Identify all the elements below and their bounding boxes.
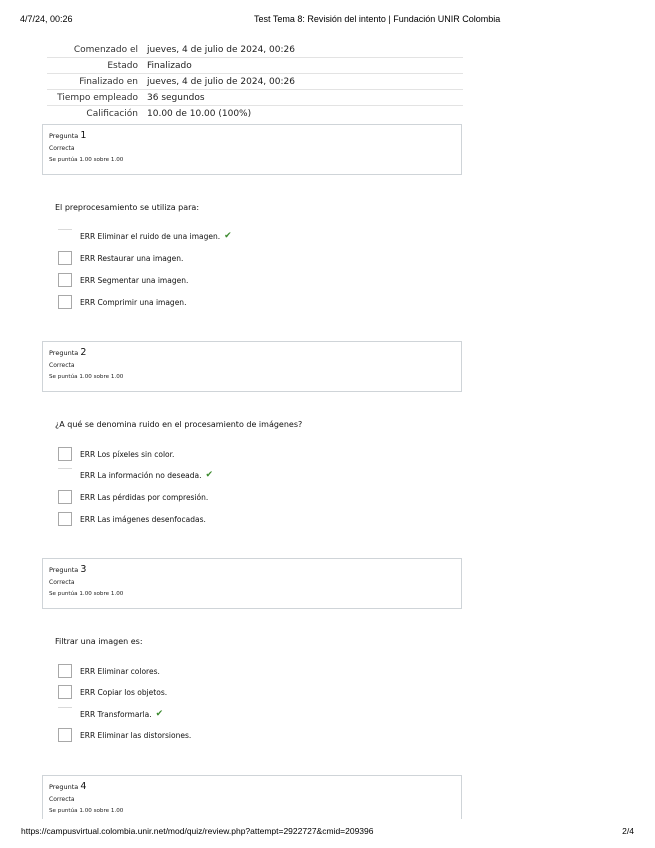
question-text-2: ¿A qué se denomina ruido en el procesamiento de imágenes? (55, 420, 303, 429)
question-number: Pregunta 4 (49, 781, 87, 792)
answer-checkbox[interactable] (58, 707, 72, 721)
answer-checkbox[interactable] (58, 490, 72, 504)
answer-label: ERR Eliminar las distorsiones. (80, 730, 192, 740)
summary-label: Calificación (86, 108, 138, 119)
check-icon: ✔ (224, 231, 232, 241)
print-url: https://campusvirtual.colombia.unir.net/mod/quiz/review.php?attempt=2922727&cmid=209396 (21, 826, 374, 836)
summary-row-time (47, 90, 463, 106)
answer-option[interactable] (58, 228, 232, 244)
answer-label: ERR Los píxeles sin color. (80, 449, 175, 459)
summary-value: jueves, 4 de julio de 2024, 00:26 (147, 44, 295, 55)
answer-label: ERR Las pérdidas por compresión. (80, 492, 209, 502)
question-state: Correcta (49, 362, 75, 369)
summary-label: Finalizado en (79, 76, 138, 87)
summary-row-finished (47, 74, 463, 90)
answer-checkbox[interactable] (58, 229, 72, 243)
summary-label: Comenzado el (73, 44, 138, 55)
question-info-1 (42, 124, 462, 175)
question-grade: Se puntúa 1.00 sobre 1.00 (49, 374, 124, 380)
summary-label: Estado (107, 60, 138, 71)
answer-label: ERR Eliminar el ruido de una imagen. (80, 231, 221, 241)
answer-checkbox[interactable] (58, 251, 72, 265)
answer-checkbox[interactable] (58, 512, 72, 526)
question-info-2 (42, 341, 462, 392)
question-grade: Se puntúa 1.00 sobre 1.00 (49, 591, 124, 597)
summary-value: 10.00 de 10.00 (100%) (147, 108, 252, 119)
answer-label: ERR Eliminar colores. (80, 666, 160, 676)
question-state: Correcta (49, 579, 75, 586)
answer-option[interactable] (58, 663, 160, 679)
summary-value: 36 segundos (147, 92, 205, 103)
answer-option[interactable] (58, 467, 213, 483)
question-text-1: El preprocesamiento se utiliza para: (55, 203, 200, 212)
print-date: 4/7/24, 00:26 (20, 14, 73, 24)
print-page-title: Test Tema 8: Revisión del intento | Fundación UNIR Colombia (254, 14, 501, 24)
answer-option[interactable] (58, 489, 208, 505)
answer-checkbox[interactable] (58, 295, 72, 309)
question-grade: Se puntúa 1.00 sobre 1.00 (49, 157, 124, 163)
attempt-summary-table (47, 42, 463, 121)
question-number: Pregunta 2 (49, 347, 87, 358)
question-state: Correcta (49, 796, 75, 803)
question-state: Correcta (49, 145, 75, 152)
answer-label: ERR La información no deseada. (80, 470, 202, 480)
answer-option[interactable] (58, 511, 206, 527)
page-number: 2/4 (622, 826, 634, 836)
answer-checkbox[interactable] (58, 728, 72, 742)
answer-option[interactable] (58, 294, 186, 310)
summary-row-grade (47, 106, 463, 121)
question-info-3 (42, 558, 462, 609)
question-text-3: Filtrar una imagen es: (55, 637, 143, 646)
summary-value: Finalizado (147, 60, 192, 71)
answer-checkbox[interactable] (58, 468, 72, 482)
summary-row-state (47, 58, 463, 74)
answer-option[interactable] (58, 446, 174, 462)
question-number: Pregunta 1 (49, 130, 87, 141)
answer-checkbox[interactable] (58, 685, 72, 699)
answer-checkbox[interactable] (58, 447, 72, 461)
check-icon: ✔ (155, 709, 164, 719)
question-grade: Se puntúa 1.00 sobre 1.00 (49, 808, 124, 814)
answer-option[interactable] (58, 272, 188, 288)
answer-label: ERR Segmentar una imagen. (80, 275, 189, 285)
answer-checkbox[interactable] (58, 664, 72, 678)
answer-label: ERR Transformarla. (80, 709, 152, 719)
check-icon: ✔ (205, 470, 214, 480)
answer-label: ERR Comprimir una imagen. (80, 297, 187, 307)
question-number: Pregunta 3 (49, 564, 87, 575)
question-info-4 (42, 775, 462, 819)
answer-label: ERR Las imágenes desenfocadas. (80, 514, 206, 524)
summary-label: Tiempo empleado (57, 92, 138, 103)
answer-option[interactable] (58, 727, 191, 743)
answer-label: ERR Restaurar una imagen. (80, 253, 184, 263)
answer-checkbox[interactable] (58, 273, 72, 287)
answer-label: ERR Copiar los objetos. (80, 687, 168, 697)
print-footer (0, 826, 655, 838)
print-header (0, 14, 655, 28)
answer-option[interactable] (58, 250, 183, 266)
answer-option[interactable] (58, 684, 167, 700)
answer-option[interactable] (58, 706, 163, 722)
summary-value: jueves, 4 de julio de 2024, 00:26 (147, 76, 295, 87)
summary-row-started (47, 42, 463, 58)
